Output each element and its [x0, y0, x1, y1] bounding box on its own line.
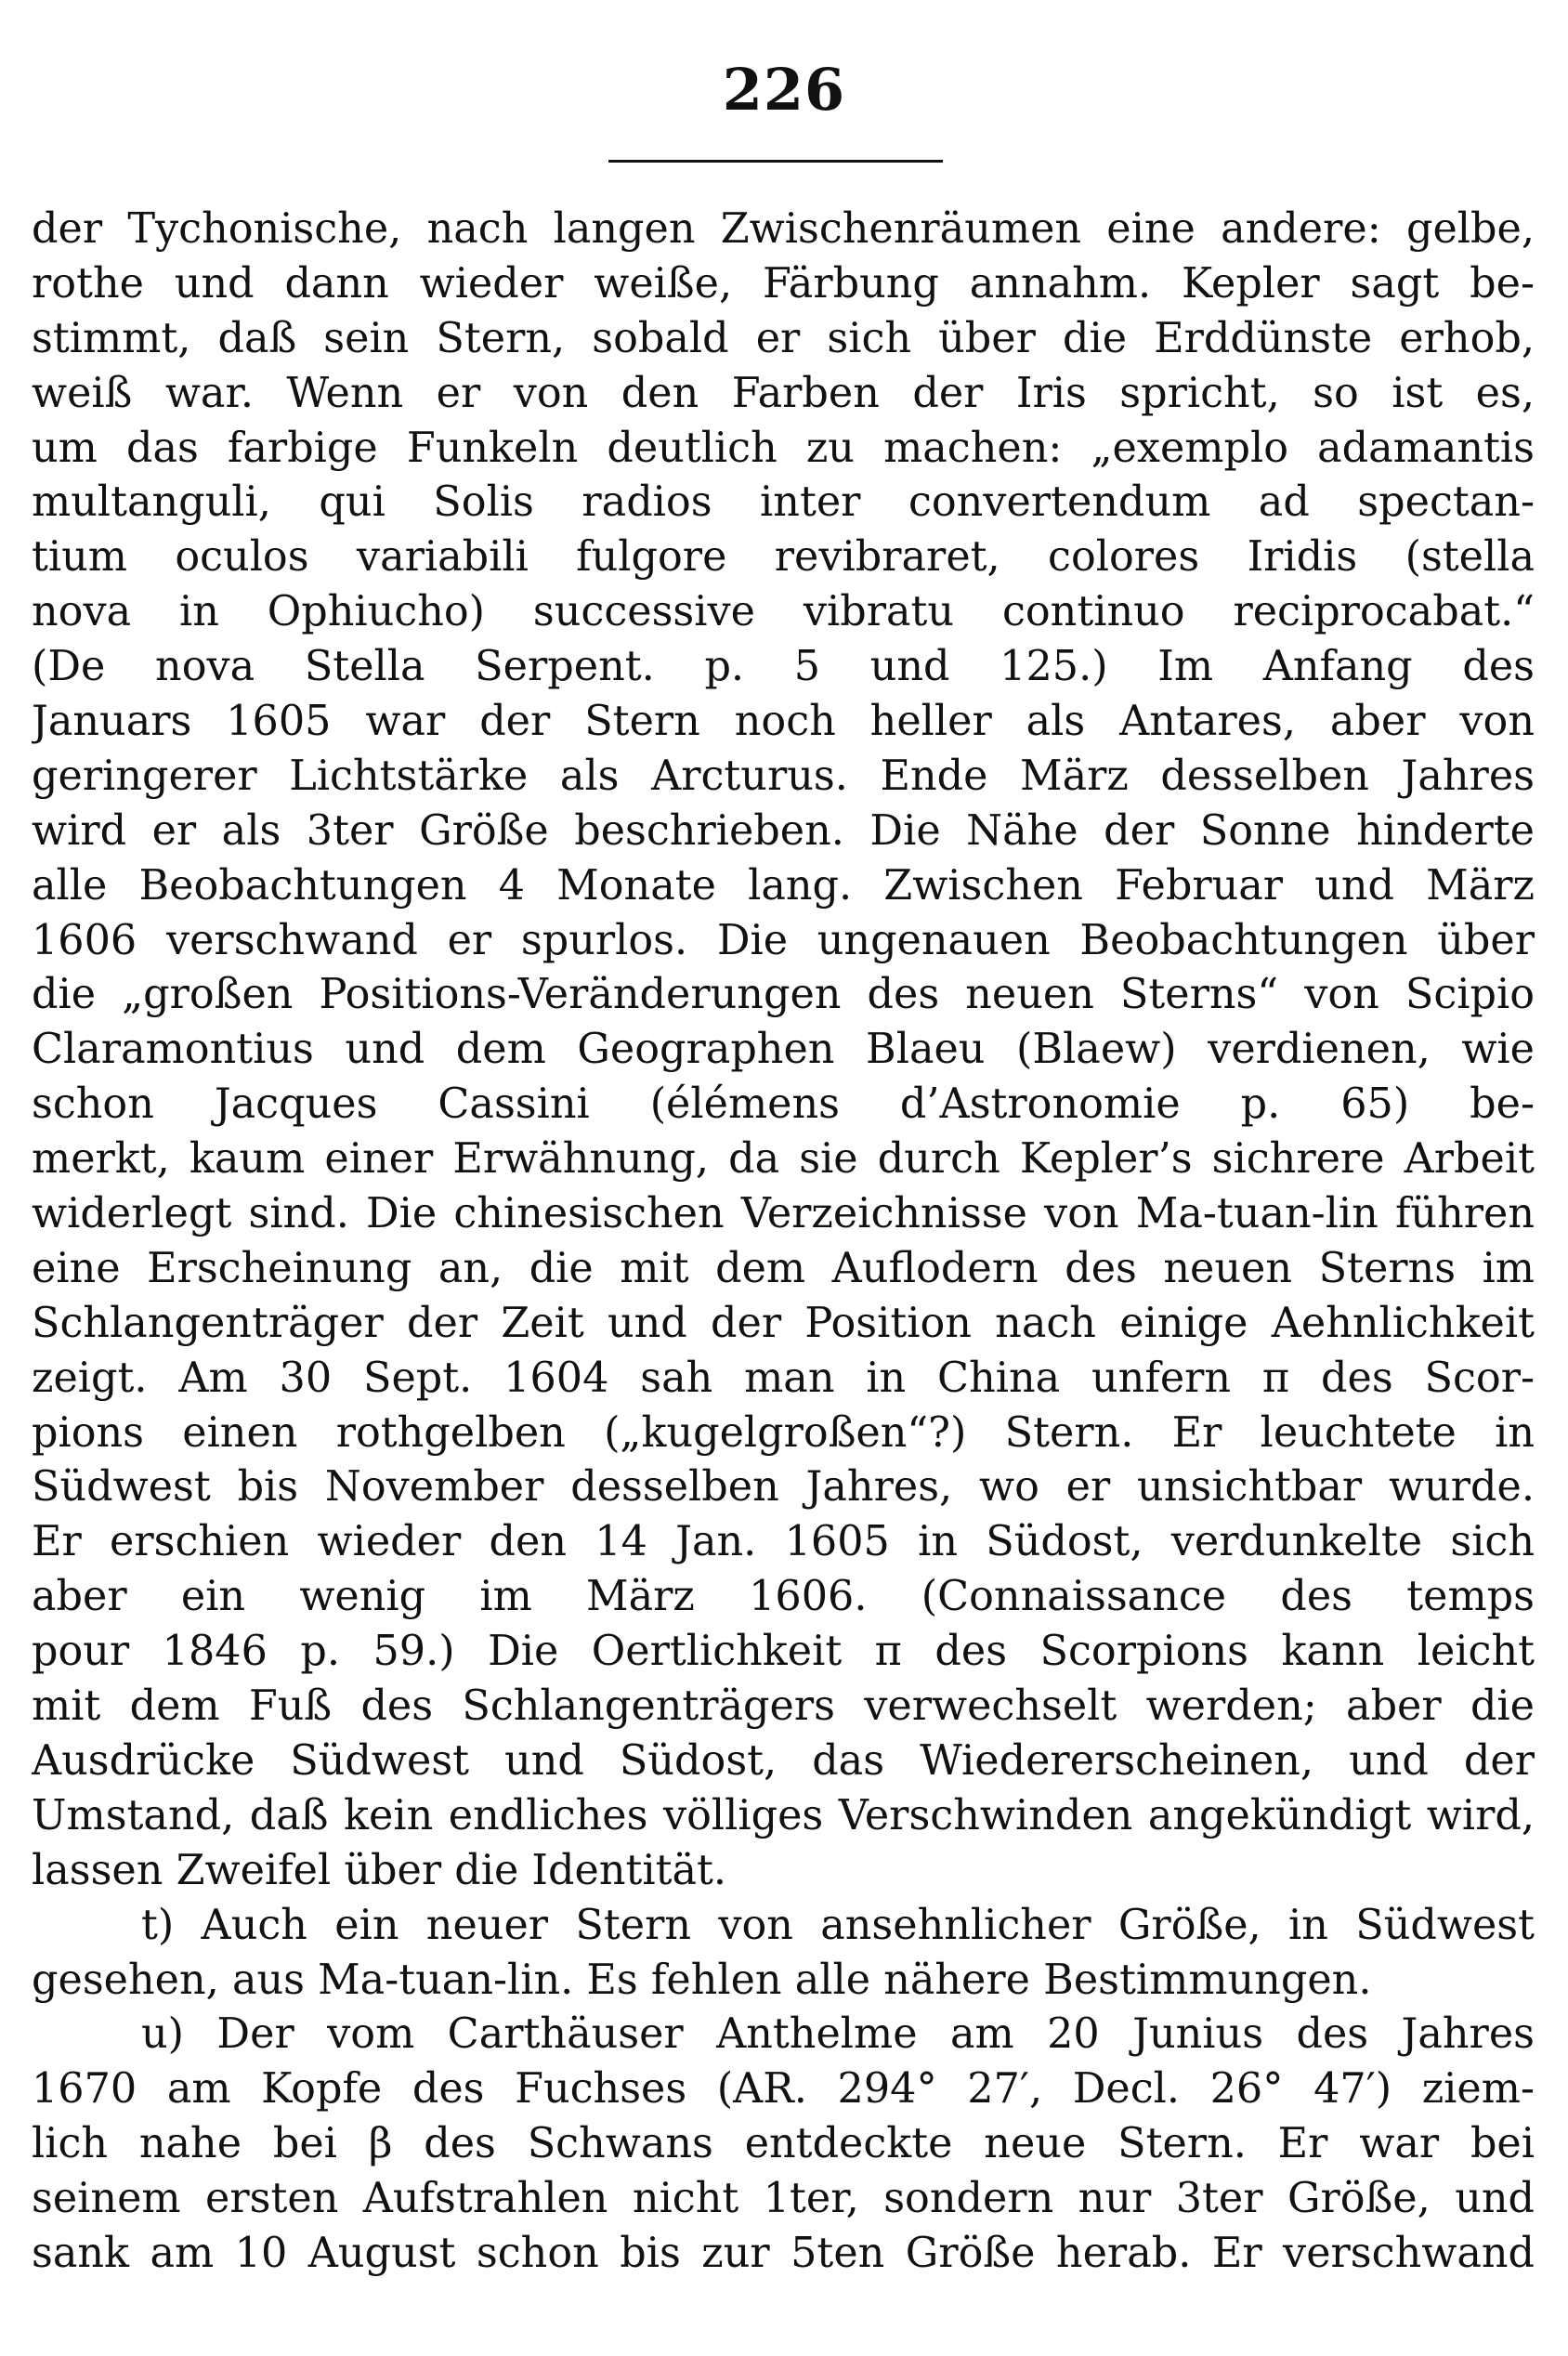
text-line: pions einen rothgelben („kugelgroßen“?) Stern. Er leuchtete in	[32, 1408, 1535, 1457]
text-line: Südwest bis November desselben Jahres, wo er unsichtbar wurde.	[32, 1463, 1535, 1512]
text-line: merkt, kaum einer Erwähnung, da sie durch Kepler’s sichrere Arbeit	[32, 1135, 1535, 1184]
text-line: Januars 1605 war der Stern noch heller als Antares, aber von	[32, 698, 1535, 746]
text-line: stimmt, daß sein Stern, sobald er sich über die Erddünste erhob,	[32, 314, 1535, 362]
text-line: seinem ersten Aufstrahlen nicht 1ter, sondern nur 3ter Größe, und	[32, 2175, 1535, 2223]
text-line: der Tychonische, nach langen Zwischenräumen eine andere: gelbe,	[32, 205, 1535, 253]
text-line: sank am 10 August schon bis zur 5ten Größe herab. Er verschwand	[32, 2229, 1535, 2277]
text-line: tium oculos variabili fulgore revibraret, colores Iridis (stella	[32, 533, 1535, 582]
text-line: eine Erscheinung an, die mit dem Auflodern des neuen Sterns im	[32, 1244, 1535, 1292]
text-line: Er erschien wieder den 14 Jan. 1605 in Südost, verdunkelte sich	[32, 1518, 1535, 1566]
text-line: Claramontius und dem Geographen Blaeu (Blaew) verdienen, wie	[32, 1026, 1535, 1074]
text-line: 1670 am Kopfe des Fuchses (AR. 294° 27′, Decl. 26° 47′) ziem-	[32, 2065, 1535, 2114]
text-line: aber ein wenig im März 1606. (Connaissance des temps	[32, 1573, 1535, 1621]
text-line: (De nova Stella Serpent. p. 5 und 125.) Im Anfang des	[32, 643, 1535, 691]
text-line: 1606 verschwand er spurlos. Die ungenauen Beobachtungen über	[32, 916, 1535, 964]
body-text	[32, 203, 1535, 2282]
text-line: Schlangenträger der Zeit und der Position nach einige Aehnlichkeit	[32, 1299, 1535, 1347]
text-line: Umstand, daß kein endliches völliges Verschwinden angekündigt wird,	[32, 1791, 1535, 1839]
text-line: u) Der vom Carthäuser Anthelme am 20 Junius des Jahres	[141, 2010, 1535, 2059]
text-line: nova in Ophiucho) successive vibratu continuo reciprocabat.“	[32, 588, 1535, 636]
text-line: zeigt. Am 30 Sept. 1604 sah man in China unfern π des Scor-	[32, 1354, 1535, 1402]
text-line: die „großen Positions-Veränderungen des neuen Sterns“ von Scipio	[32, 971, 1535, 1019]
text-line: t) Auch ein neuer Stern von ansehnlicher Größe, in Südwest	[141, 1901, 1535, 1949]
text-line: rothe und dann wieder weiße, Färbung annahm. Kepler sagt be-	[32, 259, 1535, 308]
page-number: 226	[722, 56, 846, 124]
text-line: alle Beobachtungen 4 Monate lang. Zwischen Februar und März	[32, 861, 1535, 910]
text-line: multanguli, qui Solis radios inter convertendum ad spectan-	[32, 478, 1535, 527]
text-line: pour 1846 p. 59.) Die Oertlichkeit π des Scorpions kann leicht	[32, 1628, 1535, 1676]
text-line: geringerer Lichtstärke als Arcturus. Ende März desselben Jahres	[32, 752, 1535, 800]
text-line: mit dem Fuß des Schlangenträgers verwechselt werden; aber die	[32, 1682, 1535, 1731]
text-line: lich nahe bei β des Schwans entdeckte neue Stern. Er war bei	[32, 2120, 1535, 2168]
header-rule	[608, 160, 943, 163]
text-line: weiß war. Wenn er von den Farben der Iris spricht, so ist es,	[32, 369, 1535, 417]
text-line: schon Jacques Cassini (élémens d’Astronomie p. 65) be-	[32, 1080, 1535, 1129]
text-line: wird er als 3ter Größe beschrieben. Die Nähe der Sonne hinderte	[32, 806, 1535, 855]
text-line: um das farbige Funkeln deutlich zu machen: „exemplo adamantis	[32, 424, 1535, 472]
text-line: widerlegt sind. Die chinesischen Verzeichnisse von Ma-tuan-lin führen	[32, 1190, 1535, 1238]
text-line: lassen Zweifel über die Identität.	[32, 1846, 727, 1894]
text-line: gesehen, aus Ma-tuan-lin. Es fehlen alle nähere Bestimmungen.	[32, 1956, 1372, 2004]
text-line: Ausdrücke Südwest und Südost, das Wiedererscheinen, und der	[32, 1736, 1535, 1785]
